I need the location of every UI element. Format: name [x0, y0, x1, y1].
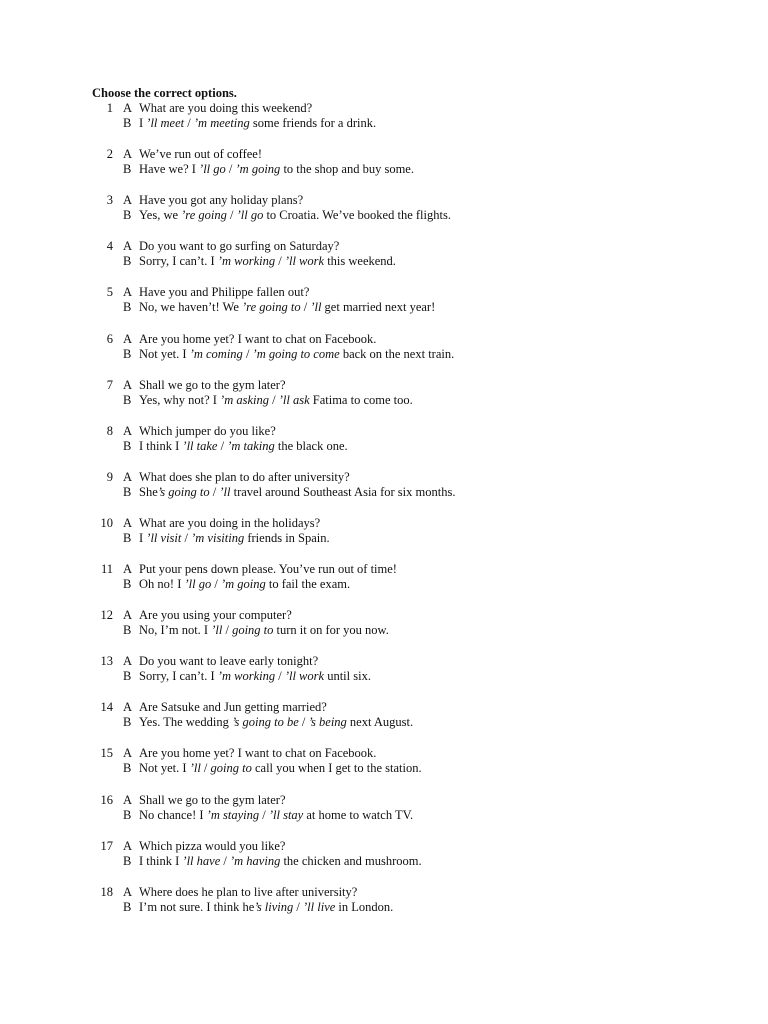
text-segment: at home to watch TV. [303, 807, 414, 822]
speaker-a-text: What are you doing in the holidays? [139, 515, 321, 530]
speaker-a-text: Have you got any holiday plans? [139, 193, 304, 208]
answer-option: ’ll ask [278, 392, 310, 407]
item-number: 15 [100, 746, 113, 761]
speaker-b-label: B [123, 438, 132, 453]
speaker-a-label: A [123, 285, 133, 300]
speaker-a-label: A [123, 746, 133, 761]
exercise-item [0, 285, 768, 317]
item-number: 11 [100, 562, 113, 576]
speaker-b-label: B [123, 208, 132, 223]
text-segment: I think I [139, 438, 183, 453]
answer-option: ’m asking [220, 392, 269, 407]
item-number: 8 [106, 423, 113, 438]
exercise-item [0, 470, 768, 502]
item-number: 5 [106, 285, 113, 300]
speaker-a-text: Which pizza would you like? [139, 838, 286, 853]
speaker-a-label: A [123, 469, 133, 484]
speaker-b-label: B [123, 761, 132, 776]
speaker-b-label: B [123, 899, 132, 914]
text-segment: Not yet. I [139, 346, 190, 361]
text-segment: / [209, 484, 220, 499]
item-number: 18 [100, 884, 113, 899]
text-segment: / [268, 392, 279, 407]
answer-option: ’m going to come [252, 346, 340, 361]
answer-option: ’ll work [284, 669, 325, 684]
exercise-item [0, 654, 768, 686]
speaker-a-label: A [123, 331, 133, 346]
text-segment: / [298, 715, 309, 730]
text-segment: No, I’m not. I [139, 623, 212, 638]
speaker-b-label: B [123, 669, 132, 684]
exercise-item [0, 239, 768, 271]
speaker-a-label: A [123, 700, 133, 715]
text-segment: No chance! I [139, 807, 207, 822]
text-segment: / [242, 346, 253, 361]
text-segment: Yes. The wedding [139, 715, 232, 730]
answer-option: ’m having [229, 853, 281, 868]
answer-option: going to [232, 623, 274, 638]
speaker-b-text [139, 623, 389, 638]
exercise-item [0, 147, 768, 179]
item-number: 4 [106, 239, 113, 254]
text-segment: I’m not sure. I think he [139, 899, 255, 914]
speaker-a-text: Which jumper do you like? [139, 423, 276, 438]
item-number: 13 [100, 654, 113, 669]
text-segment: Have we? I [139, 162, 200, 177]
item-number: 9 [106, 469, 113, 484]
speaker-a-label: A [123, 792, 133, 807]
page-title: Choose the correct options. [92, 86, 237, 100]
text-segment: Yes, why not? I [139, 392, 221, 407]
speaker-b-text [139, 669, 371, 684]
speaker-b-label: B [123, 346, 132, 361]
item-number: 16 [100, 792, 113, 807]
speaker-b-label: B [123, 807, 132, 822]
text-segment: / [293, 899, 304, 914]
text-segment: / [300, 300, 311, 315]
text-segment: the chicken and mushroom. [280, 853, 422, 868]
speaker-b-label: B [123, 484, 132, 499]
item-number: 10 [100, 515, 113, 530]
speaker-a-label: A [123, 515, 133, 530]
answer-option: ’m going [220, 577, 266, 591]
answer-option: ’ll have [182, 853, 221, 868]
speaker-b-text [139, 854, 422, 869]
text-segment: Yes, we [139, 208, 182, 223]
speaker-a-label: A [123, 239, 133, 254]
text-segment: / [211, 577, 221, 591]
speaker-a-label: A [123, 147, 133, 162]
answer-option: ’s going to be [231, 715, 299, 730]
exercise-item [0, 700, 768, 732]
speaker-b-label: B [123, 715, 132, 730]
speaker-b-text [139, 715, 413, 730]
text-segment: to Croatia. We’ve booked the flights. [263, 208, 451, 223]
item-number: 12 [100, 608, 113, 623]
speaker-b-text [139, 393, 413, 408]
speaker-a-text: Shall we go to the gym later? [139, 377, 286, 392]
speaker-b-label: B [123, 530, 132, 545]
text-segment: the black one. [274, 438, 348, 453]
speaker-b-text [139, 761, 422, 776]
answer-option: ’m coming [189, 346, 243, 361]
item-number: 6 [106, 331, 113, 346]
text-segment: to fail the exam. [265, 577, 351, 591]
exercise-item [0, 562, 768, 594]
exercise-item [0, 608, 768, 640]
speaker-a-label: A [123, 377, 133, 392]
answer-option: ’ll [189, 761, 201, 776]
answer-option: ’s being [308, 715, 347, 730]
answer-option: ’m meeting [193, 116, 250, 130]
text-segment: this weekend. [324, 254, 396, 269]
answer-option: ’m taking [227, 438, 275, 453]
answer-option: ’ll go [236, 208, 264, 223]
answer-option: ’m working [217, 669, 276, 684]
answer-option: ’re going to [242, 300, 301, 315]
speaker-b-text [139, 808, 413, 823]
text-segment: / [181, 530, 192, 545]
text-segment: / [222, 623, 233, 638]
text-segment: to the shop and buy some. [280, 162, 414, 177]
speaker-a-text: Have you and Philippe fallen out? [139, 285, 310, 300]
text-segment: next August. [346, 715, 414, 730]
item-number: 3 [106, 193, 113, 208]
speaker-b-label: B [123, 162, 132, 177]
text-segment: / [217, 438, 228, 453]
answer-option: ’m visiting [191, 530, 245, 545]
speaker-a-text: Are Satsuke and Jun getting married? [139, 700, 327, 715]
text-segment: friends in Spain. [244, 530, 330, 545]
speaker-a-text: Put your pens down please. You’ve run out of time! [139, 562, 397, 576]
answer-option: ’s living [254, 899, 294, 914]
item-number: 7 [106, 377, 113, 392]
text-segment: turn it on for you now. [273, 623, 389, 638]
speaker-a-text: What are you doing this weekend? [139, 101, 313, 115]
text-segment: get married next year! [321, 300, 436, 315]
answer-option: ’ll work [284, 254, 325, 269]
exercise-item [0, 885, 768, 917]
text-segment: / [184, 116, 194, 130]
text-segment: some friends for a drink. [249, 116, 377, 130]
answer-option: ’ll take [182, 438, 218, 453]
text-segment: in London. [335, 899, 394, 914]
answer-option: ’ll visit [146, 530, 182, 545]
exercise-item [0, 746, 768, 778]
speaker-a-text: Are you home yet? I want to chat on Facebook. [139, 746, 377, 761]
item-number: 14 [100, 700, 113, 715]
answer-option: ’ll go [199, 162, 226, 177]
speaker-b-label: B [123, 623, 132, 638]
answer-option: ’ll [219, 484, 231, 499]
answer-option: ’ll [211, 623, 223, 638]
speaker-a-text: Do you want to go surfing on Saturday? [139, 239, 340, 254]
speaker-b-text [139, 439, 348, 454]
text-segment: No, we haven’t! We [139, 300, 243, 315]
speaker-a-label: A [123, 193, 133, 208]
item-number: 2 [106, 147, 113, 162]
text-segment: until six. [324, 669, 371, 684]
speaker-a-text: Where does he plan to live after university? [139, 884, 358, 899]
text-segment: I [139, 530, 147, 545]
speaker-a-text: Are you home yet? I want to chat on Facebook. [139, 331, 377, 346]
text-segment: Sorry, I can’t. I [139, 254, 218, 269]
exercise-item [0, 516, 768, 548]
speaker-b-label: B [123, 116, 132, 130]
speaker-b-label: B [123, 577, 132, 591]
text-segment: / [200, 761, 211, 776]
speaker-a-label: A [123, 562, 133, 576]
text-segment: call you when I get to the station. [251, 761, 422, 776]
speaker-b-label: B [123, 254, 132, 269]
text-segment: / [220, 853, 230, 868]
speaker-a-label: A [123, 608, 133, 623]
speaker-a-text: Do you want to leave early tonight? [139, 654, 319, 669]
text-segment: / [275, 254, 285, 269]
text-segment: Not yet. I [139, 761, 190, 776]
answer-option: ’m going [235, 162, 281, 177]
exercise-item [0, 193, 768, 225]
speaker-b-text [139, 485, 455, 500]
speaker-b-label: B [123, 392, 132, 407]
answer-option: ’ll go [184, 577, 212, 591]
text-segment: Sorry, I can’t. I [139, 669, 218, 684]
speaker-b-text [139, 208, 451, 223]
speaker-a-text: Shall we go to the gym later? [139, 792, 286, 807]
answer-option: going to [210, 761, 252, 776]
speaker-b-label: B [123, 300, 132, 315]
speaker-b-text [139, 577, 350, 592]
speaker-a-label: A [123, 884, 133, 899]
text-segment: back on the next train. [339, 346, 455, 361]
text-segment: / [275, 669, 285, 684]
speaker-b-text [139, 254, 396, 269]
text-segment: Fatima to come too. [309, 392, 413, 407]
text-segment: / [226, 208, 237, 223]
speaker-a-label: A [123, 423, 133, 438]
speaker-b-text [139, 900, 393, 915]
answer-option: ’re going [181, 208, 227, 223]
speaker-a-text: Are you using your computer? [139, 608, 292, 623]
speaker-a-text: We’ve run out of coffee! [139, 147, 263, 162]
exercise-item [0, 378, 768, 410]
exercise-item [0, 332, 768, 364]
item-number: 1 [106, 101, 113, 115]
exercise-item [0, 793, 768, 825]
speaker-b-text [139, 347, 454, 362]
speaker-a-label: A [123, 838, 133, 853]
speaker-a-label: A [123, 101, 133, 115]
speaker-b-text [139, 162, 414, 177]
answer-option: ’ll meet [146, 116, 185, 130]
speaker-a-label: A [123, 654, 133, 669]
answer-option: ’s going to [157, 484, 210, 499]
item-number: 17 [100, 838, 113, 853]
exercise-item [0, 101, 768, 133]
speaker-b-text [139, 531, 330, 546]
text-segment: I think I [139, 853, 183, 868]
exercise-item [0, 424, 768, 456]
speaker-b-text [139, 116, 376, 131]
text-segment: travel around Southeast Asia for six months. [230, 484, 456, 499]
speaker-b-label: B [123, 853, 132, 868]
text-segment: I [139, 116, 147, 130]
text-segment: / [225, 162, 236, 177]
speaker-a-text: What does she plan to do after university? [139, 469, 350, 484]
text-segment: She [139, 484, 158, 499]
speaker-b-text [139, 300, 435, 315]
answer-option: ’ll live [303, 899, 336, 914]
answer-option: ’ll [310, 300, 322, 315]
exercise-item [0, 839, 768, 871]
answer-option: ’m staying [206, 807, 260, 822]
text-segment: / [259, 807, 269, 822]
answer-option: ’m working [217, 254, 276, 269]
answer-option: ’ll stay [268, 807, 304, 822]
text-segment: Oh no! I [139, 577, 185, 591]
